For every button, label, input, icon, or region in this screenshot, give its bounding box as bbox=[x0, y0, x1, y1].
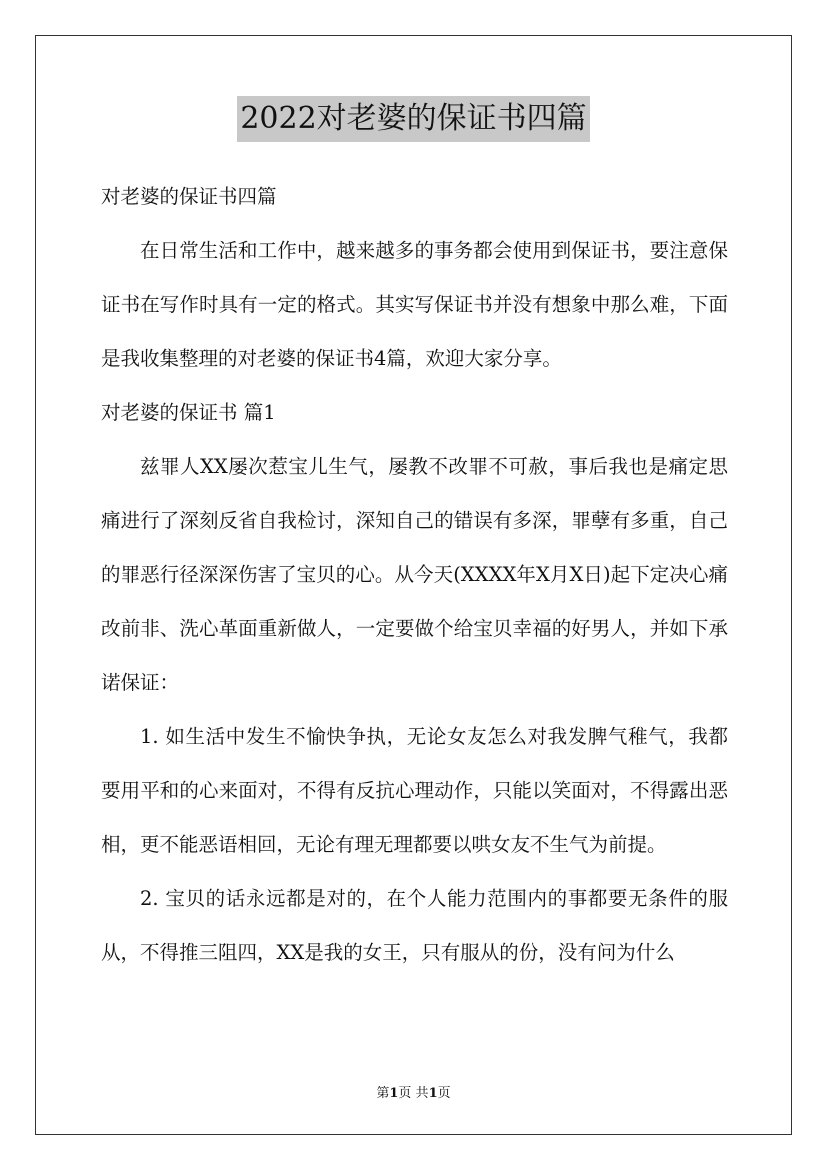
page-footer bbox=[0, 1082, 827, 1101]
footer-page-total: 1 bbox=[428, 1086, 438, 1101]
footer-suffix: 页 bbox=[437, 1086, 451, 1101]
document-body bbox=[101, 170, 728, 980]
title-container bbox=[0, 96, 827, 142]
subtitle: 对老婆的保证书四篇 bbox=[101, 185, 277, 208]
section1-heading: 对老婆的保证书 篇1 bbox=[101, 401, 276, 424]
intro-paragraph: 在日常生活和工作中，越来越多的事务都会使用到保证书，要注意保证书在写作时具有一定的格式。其实写保证书并没有想象中那么难，下面是我收集整理的对老婆的保证书4篇，欢迎大家分享。 bbox=[101, 239, 728, 370]
footer-mid: 页 共 bbox=[398, 1086, 429, 1101]
list-item-2: 2. 宝贝的话永远都是对的，在个人能力范围内的事都要无条件的服从，不得推三阻四，XX是我的女王，只有服从的份，没有问为什么 bbox=[101, 887, 728, 964]
section1-paragraph: 兹罪人XX屡次惹宝儿生气，屡教不改罪不可赦，事后我也是痛定思痛进行了深刻反省自我检讨，深知自己的错误有多深，罪孽有多重，自己的罪恶行径深深伤害了宝贝的心。从今天(XXXX年X月X日)起下定决心痛改前非、洗心革面重新做人，一定要做个给宝贝幸福的好男人，并如下承诺保证： bbox=[101, 455, 728, 694]
footer-prefix: 第 bbox=[376, 1086, 390, 1101]
footer-page-number: 1 bbox=[389, 1086, 399, 1101]
list-item-1: 1. 如生活中发生不愉快争执，无论女友怎么对我发脾气稚气，我都要用平和的心来面对，不得有反抗心理动作，只能以笑面对，不得露出恶相，更不能恶语相回，无论有理无理都要以哄女友不生气为前提。 bbox=[101, 725, 728, 856]
document-title: 2022对老婆的保证书四篇 bbox=[237, 96, 589, 142]
